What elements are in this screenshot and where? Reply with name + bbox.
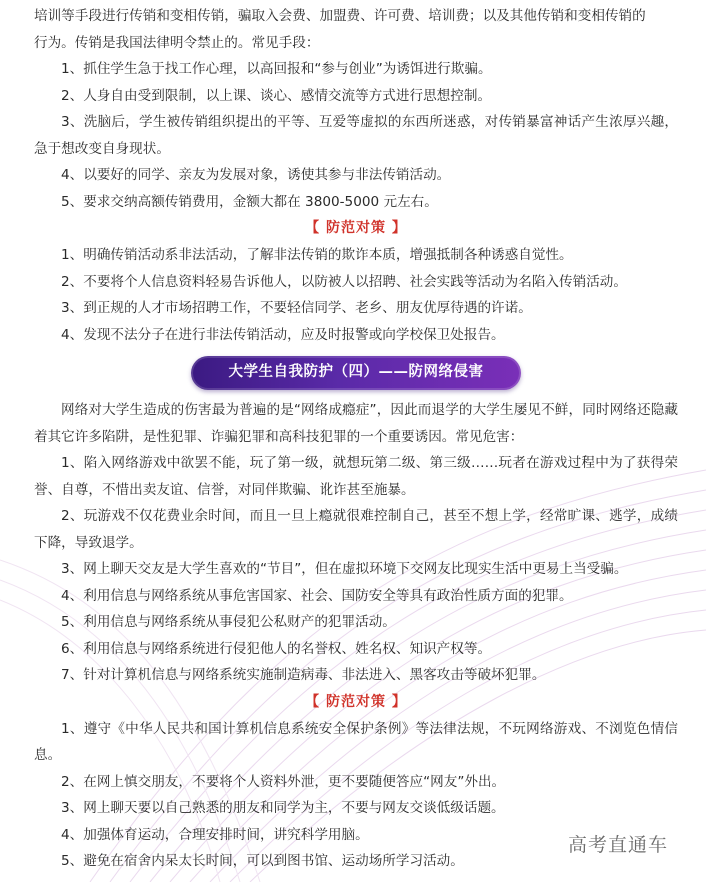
list-item: 3、网上聊天要以自己熟悉的朋友和同学为主，不要与网友交谈低级话题。 xyxy=(61,800,505,816)
prevention-heading: 【 防范对策 】 xyxy=(305,693,407,710)
list-item: 4、利用信息与网络系统从事危害国家、社会、国防安全等具有政治性质方面的犯罪。 xyxy=(61,587,573,604)
document-body xyxy=(34,0,678,875)
list-item: 4、加强体育运动，合理安排时间，讲究科学用脑。 xyxy=(61,826,369,843)
paragraph-mlm-intro-2: 行为。传销是我国法律明令禁止的。常见手段： xyxy=(34,34,320,51)
list-item: 7、针对计算机信息与网络系统实施制造病毒、非法进入、黑客攻击等破坏犯罪。 xyxy=(61,667,546,683)
list-item: 1、明确传销活动系非法活动，了解非法传销的欺诈本质，增强抵制各种诱惑自觉性。 xyxy=(61,247,573,263)
list-item: 3、到正规的人才市场招聘工作，不要轻信同学、老乡、朋友优厚待遇的许诺。 xyxy=(61,300,532,316)
list-item: 1、抓住学生急于找工作心理，以高回报和“参与创业”为诱饵进行欺骗。 xyxy=(61,61,492,77)
list-item: 5、要求交纳高额传销费用，金额大都在 3800-5000 元左右。 xyxy=(61,193,438,210)
list-item: 4、以要好的同学、亲友为发展对象，诱使其参与非法传销活动。 xyxy=(61,167,451,183)
prevention-heading: 【 防范对策 】 xyxy=(305,220,407,236)
paragraph-mlm-intro-1: 培训等手段进行传销和变相传销，骗取入会费、加盟费、许可费、培训费；以及其他传销和变相传销的 xyxy=(34,8,646,24)
list-item: 5、避免在宿舍内呆太长时间，可以到图书馆、运动场所学习活动。 xyxy=(61,853,464,869)
list-item: 3、洗脑后，学生被传销组织提出的平等、互爱等虚拟的东西所迷惑，对传销暴富神话产生浓厚兴趣，急于想改变自身现状。 xyxy=(34,114,678,157)
list-item: 2、玩游戏不仅花费业余时间，而且一旦上瘾就很难控制自己，甚至不想上学，经常旷课、逃学，成绩下降，导致退学。 xyxy=(34,508,678,551)
list-item: 1、陷入网络游戏中欲罢不能，玩了第一级，就想玩第二级、第三级……玩者在游戏过程中为了获得荣誉、自尊，不惜出卖友谊、信誉，对同伴欺骗、讹诈甚至施暴。 xyxy=(34,455,678,498)
watermark: 高考直通车 xyxy=(568,834,669,856)
list-item: 1、遵守《中华人民共和国计算机信息系统安全保护条例》等法律法规，不玩网络游戏、不浏览色情信息。 xyxy=(34,720,678,763)
section-banner-row xyxy=(34,348,678,397)
list-item: 6、利用信息与网络系统进行侵犯他人的名誉权、姓名权、知识产权等。 xyxy=(61,640,492,657)
list-item: 2、不要将个人信息资料轻易告诉他人，以防被人以招聘、社会实践等活动为名陷入传销活动。 xyxy=(61,273,627,290)
list-item: 3、网上聊天交友是大学生喜欢的“节目”，但在虚拟环境下交网友比现实生活中更易上当受骗。 xyxy=(61,561,628,577)
list-item: 4、发现不法分子在进行非法传销活动，应及时报警或向学校保卫处报告。 xyxy=(61,326,505,343)
paragraph-network-intro: 网络对大学生造成的伤害最为普遍的是“网络成瘾症”，因此而退学的大学生屡见不鲜，同时网络还隐藏着其它许多陷阱，是性犯罪、诈骗犯罪和高科技犯罪的一个重要诱因。常见危害： xyxy=(34,402,678,445)
section-banner: 大学生自我防护（四）——防网络侵害 xyxy=(191,356,521,390)
list-item: 2、在网上慎交朋友，不要将个人资料外泄，更不要随便答应“网友”外出。 xyxy=(61,773,506,790)
list-item: 5、利用信息与网络系统从事侵犯公私财产的犯罪活动。 xyxy=(61,614,396,630)
list-item: 2、人身自由受到限制，以上课、谈心、感情交流等方式进行思想控制。 xyxy=(61,87,492,104)
